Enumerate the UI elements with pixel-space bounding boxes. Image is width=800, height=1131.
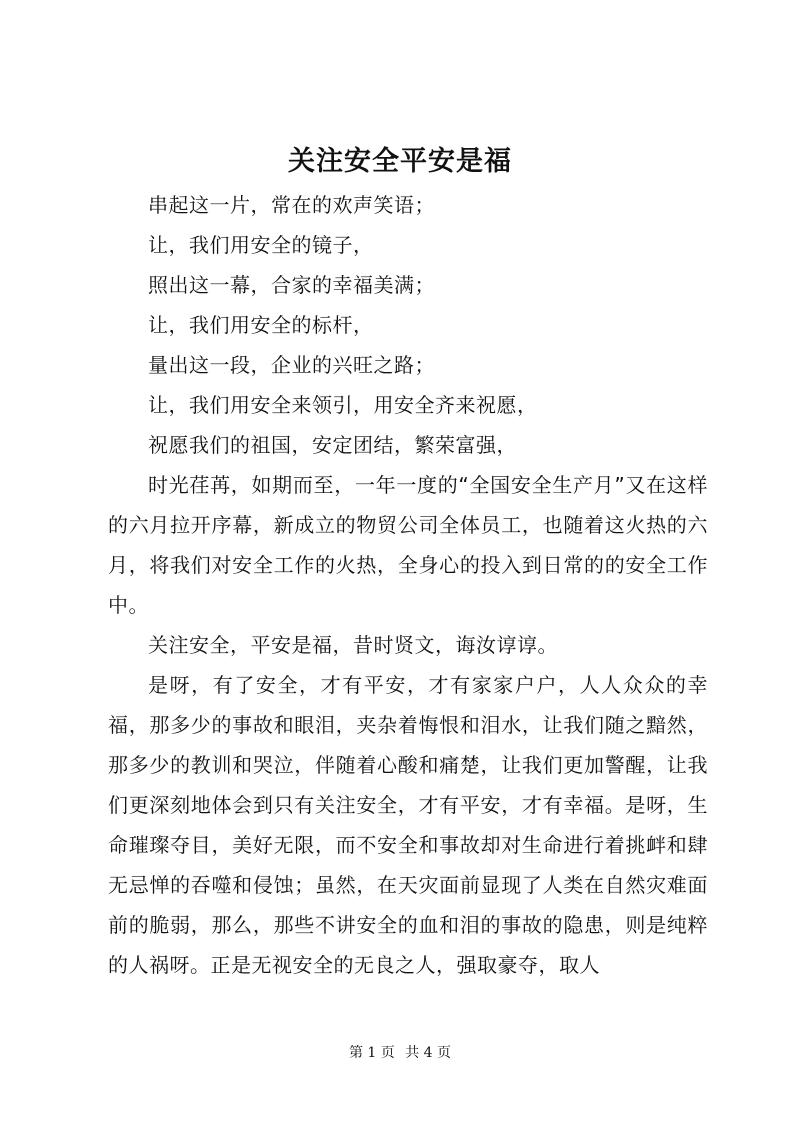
paragraph: 时光荏苒，如期而至，一年一度的“全国安全生产月”又在这样的六月拉开序幕，新成立的物贸公司全体员工，也随着这火热的六月，将我们对安全工作的火热，全身心的投入到日常的的安全工作中。	[108, 473, 708, 617]
document-title: 关注安全平安是福	[288, 146, 512, 177]
paragraph: 让，我们用安全的镜子，	[148, 233, 374, 257]
paragraph: 让，我们用安全来领引，用安全齐来祝愿，	[148, 393, 538, 417]
paragraph: 量出这一段，企业的兴旺之路；	[148, 353, 435, 377]
paragraph: 让，我们用安全的标杆，	[148, 313, 374, 337]
paragraph: 是呀，有了安全，才有平安，才有家家户户，人人众众的幸福，那多少的事故和眼泪，夹杂着悔恨和泪水，让我们随之黯然，那多少的教训和哭泣，伴随着心酸和痛楚，让我们更加警醒，让我们更深刻地体会到只有关注安全，才有平安，才有幸福。是呀，生命璀璨夺目，美好无限，而不安全和事故却对生命进行着挑衅和肆无忌惮的吞噬和侵蚀；虽然，在天灾面前显现了人类在自然灾难面前的脆弱，那么，那些不讲安全的血和泪的事故的隐患，则是纯粹的人祸呀。正是无视安全的无良之人，强取豪夺，取人	[108, 673, 708, 977]
paragraph: 照出这一幕，合家的幸福美满；	[148, 273, 435, 297]
paragraph: 串起这一片，常在的欢声笑语；	[148, 193, 435, 217]
page-footer	[0, 1043, 800, 1063]
page-total: 共 4 页	[405, 1045, 452, 1061]
paragraph: 关注安全，平安是福，昔时贤文，诲汝谆谆。	[148, 633, 558, 657]
document-body	[108, 185, 708, 985]
page-number: 第 1 页	[348, 1045, 395, 1061]
paragraph: 祝愿我们的祖国，安定团结，繁荣富强，	[148, 433, 517, 457]
